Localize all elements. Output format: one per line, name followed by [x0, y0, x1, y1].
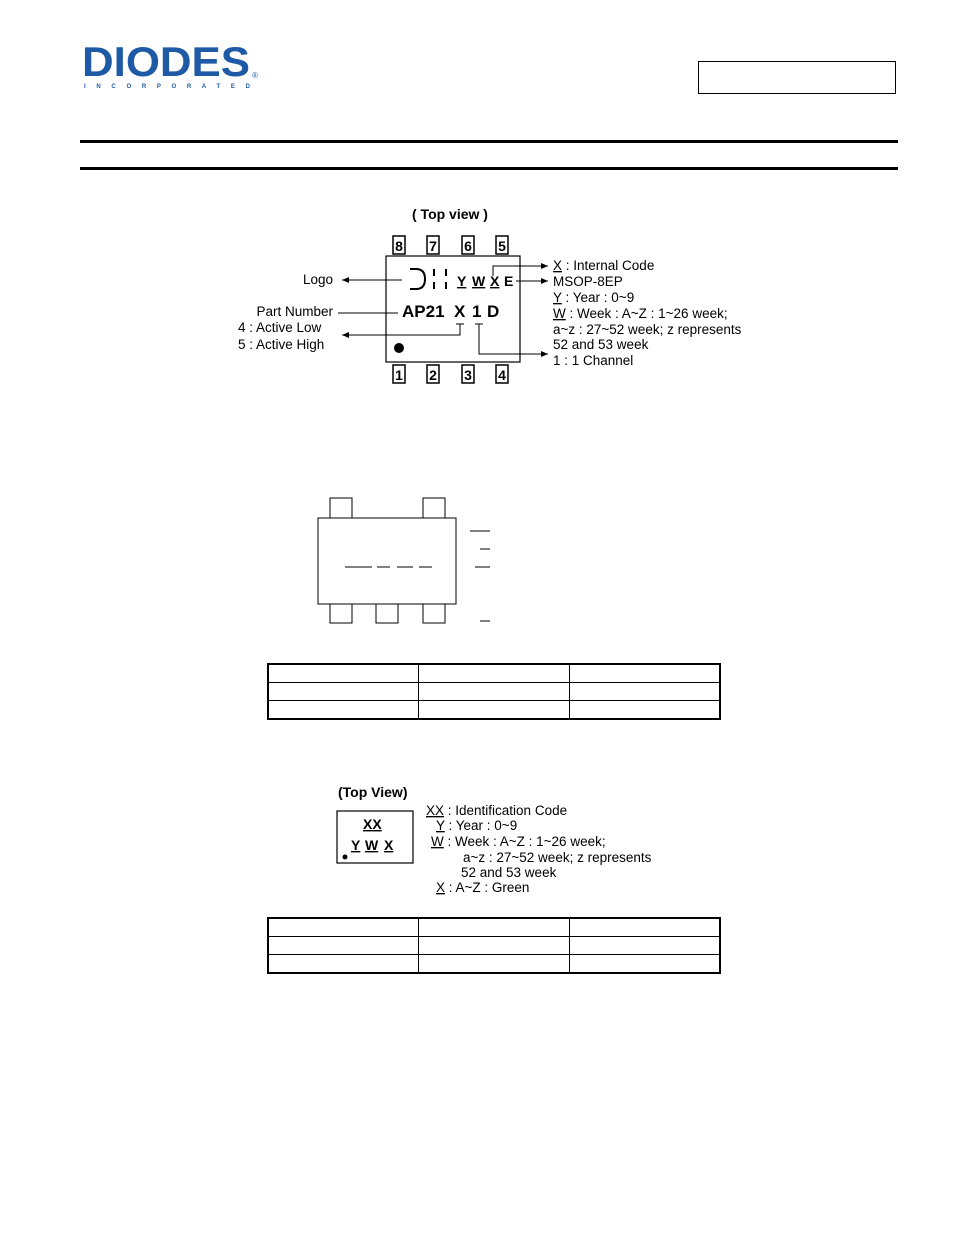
sot-pin1-dot — [343, 855, 348, 860]
label-logo: Logo — [302, 272, 333, 287]
label-active-low: 4 : Active Low — [238, 320, 322, 335]
msop-bottom-pins — [393, 365, 508, 383]
chip-part-number: AP21 — [402, 302, 445, 321]
label-x-key: X — [553, 258, 563, 273]
pin-1-label: 1 — [395, 367, 403, 383]
table-row — [268, 955, 720, 974]
sot-chip-xx: XX — [363, 816, 382, 832]
pin-7-label: 7 — [429, 238, 437, 254]
table-row — [268, 664, 720, 683]
company-logo — [82, 40, 262, 92]
pin-6-label: 6 — [464, 238, 472, 254]
table-row — [268, 918, 720, 937]
svg-text:Y : Year : 0~9 — [436, 818, 517, 833]
msop-top-pins — [393, 236, 508, 254]
legend-x-desc: : A~Z : Green — [445, 880, 530, 895]
sot-marking-diagram — [330, 780, 690, 900]
svg-text:W : Week : A~Z : 1~26 week; — [431, 834, 606, 849]
svg-text:W : Week : A~Z : 1~26 week; — [553, 306, 728, 321]
legend-w-key: W — [431, 834, 444, 849]
table-row — [268, 683, 720, 701]
label-w-line3: 52 and 53 week — [553, 337, 649, 352]
msop-marking-diagram — [230, 200, 770, 395]
chip-channel: 1 — [472, 302, 482, 321]
label-y-key: Y — [553, 290, 562, 305]
label-active-high: 5 : Active High — [238, 337, 325, 352]
label-y-desc: : Year : 0~9 — [561, 290, 635, 305]
svg-text:X : Internal Code — [553, 258, 654, 273]
chip-suffix: D — [487, 302, 500, 321]
legend-x-key: X — [436, 880, 446, 895]
label-w-line2: a~z : 27~52 week; z represents — [553, 322, 742, 337]
label-x-desc: : Internal Code — [562, 258, 655, 273]
legend-xx-key: XX — [426, 803, 445, 818]
label-w-key: W — [553, 306, 566, 321]
registered-mark: ® — [252, 71, 258, 80]
pin-5-label: 5 — [498, 238, 506, 254]
legend-w-desc: : Week : A~Z : 1~26 week; — [443, 834, 606, 849]
label-w-desc: : Week : A~Z : 1~26 week; — [565, 306, 728, 321]
legend-w-line3: 52 and 53 week — [461, 865, 557, 880]
label-part-number: Part Number — [256, 304, 333, 319]
pin-4-label: 4 — [498, 367, 506, 383]
sot-chip-x: X — [384, 837, 394, 853]
chip-mark-x: X — [490, 273, 500, 289]
chip-mark-e: E — [504, 273, 514, 289]
pin1-indicator-dot — [394, 343, 404, 353]
pin-2-label: 2 — [429, 367, 437, 383]
legend-y-desc: : Year : 0~9 — [444, 818, 518, 833]
legend-xx-desc: : Identification Code — [444, 803, 568, 818]
svg-text:X : A~Z : Green — [436, 880, 529, 895]
label-package: MSOP-8EP — [553, 274, 623, 289]
sot-package-outline — [310, 492, 500, 627]
label-channel: 1 : 1 Channel — [553, 353, 634, 368]
header-rule-top — [80, 140, 898, 143]
chip-active-level: X — [454, 302, 466, 321]
legend-y-key: Y — [436, 818, 445, 833]
table-row — [268, 701, 720, 720]
sot-chip-y: Y — [351, 837, 361, 853]
part-number-box — [698, 61, 896, 94]
svg-text:XX : Identification Code — [426, 803, 567, 818]
header-rule-bottom — [80, 167, 898, 170]
msop-title: ( Top view ) — [412, 206, 488, 222]
ordering-table-1 — [267, 663, 721, 720]
chip-mark-y: Y — [457, 273, 467, 289]
pin-8-label: 8 — [395, 238, 403, 254]
ordering-table-2 — [267, 917, 721, 974]
logo-wordmark: DIODES — [82, 40, 250, 85]
logo-tagline: I N C O R P O R A T E D — [84, 84, 250, 90]
table-row — [268, 937, 720, 955]
chip-mark-w: W — [472, 273, 486, 289]
legend-w-line2: a~z : 27~52 week; z represents — [463, 850, 652, 865]
pin-3-label: 3 — [464, 367, 472, 383]
sot-title: (Top View) — [338, 784, 408, 800]
sot-chip-w: W — [365, 837, 379, 853]
svg-text:Y : Year : 0~9 — [553, 290, 634, 305]
